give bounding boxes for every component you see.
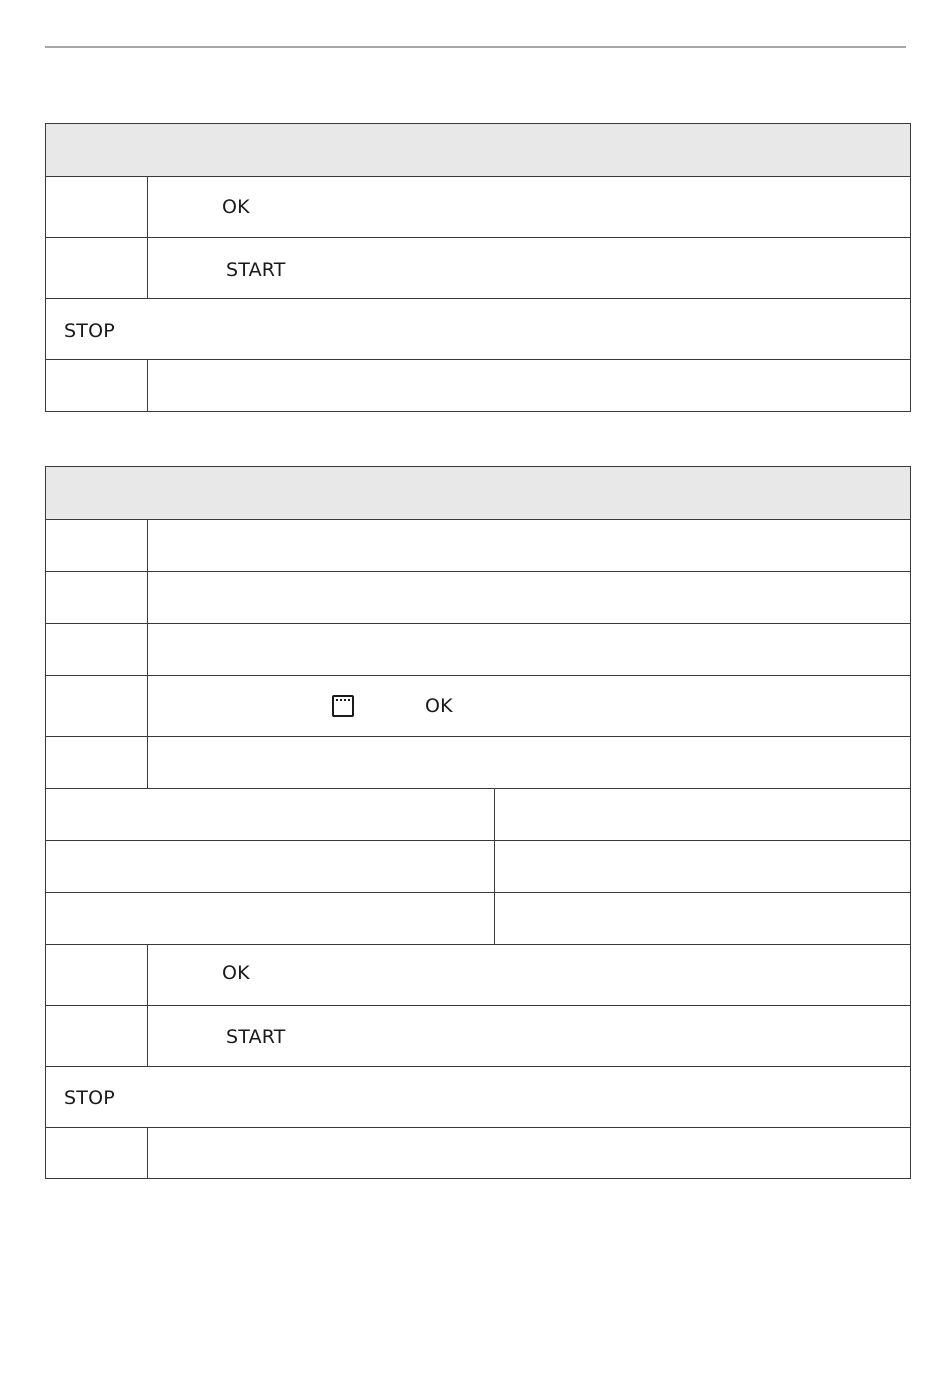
table-row: [46, 944, 910, 1005]
table-row: [46, 1066, 910, 1127]
start-key-label: START: [226, 1026, 286, 1048]
step-number-cell: [46, 1128, 148, 1178]
ok-key-label: OK: [222, 962, 250, 984]
table-row: [46, 519, 910, 571]
procedure-table-1: [45, 123, 911, 412]
step-number-cell: [46, 624, 148, 675]
table-row: [46, 788, 910, 840]
oven-function-icon: [332, 695, 354, 717]
table-row: [46, 1127, 910, 1178]
table-row: [46, 571, 910, 623]
table-row: [46, 237, 910, 298]
step-number-cell: [46, 572, 148, 623]
start-key-label: START: [226, 259, 286, 281]
stop-key-label: STOP: [64, 320, 115, 342]
step-number-cell: [46, 737, 148, 788]
step-number-cell: [46, 1006, 148, 1066]
table-row: [46, 840, 910, 892]
half-cell: [46, 841, 495, 892]
procedure-table-2: [45, 466, 911, 1179]
table-row: [46, 1005, 910, 1066]
table-row: [46, 298, 910, 359]
half-cell: [46, 893, 495, 944]
step-number-cell: [46, 945, 148, 1005]
step-number-cell: [46, 676, 148, 736]
top-rule: [45, 46, 906, 48]
stop-key-label: STOP: [64, 1087, 115, 1109]
table-header: [46, 124, 910, 176]
table-header: [46, 467, 910, 519]
step-number-cell: [46, 520, 148, 571]
step-number-cell: [46, 238, 148, 298]
step-number-cell: [46, 360, 148, 411]
table-row: [46, 675, 910, 736]
ok-key-label: OK: [425, 695, 453, 717]
table-row: [46, 359, 910, 411]
half-cell: [46, 789, 495, 840]
table-row: [46, 176, 910, 237]
table-row: [46, 736, 910, 788]
table-row: [46, 892, 910, 944]
ok-key-label: OK: [222, 196, 250, 218]
step-number-cell: [46, 177, 148, 237]
table-row: [46, 623, 910, 675]
